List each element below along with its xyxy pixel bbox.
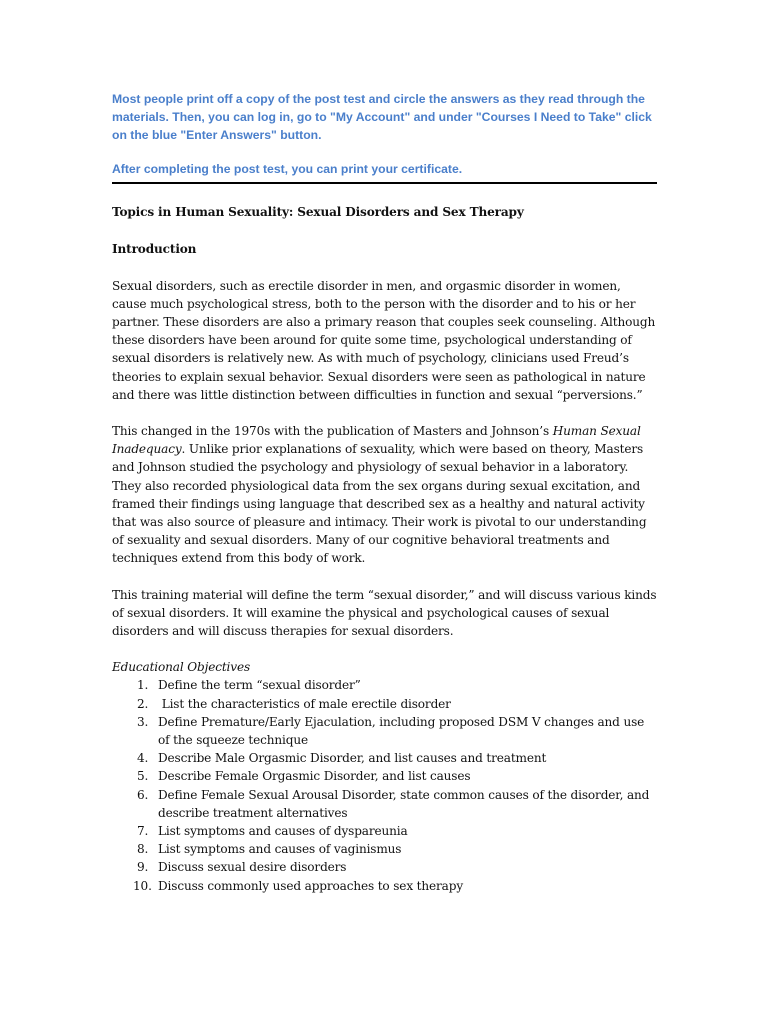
- list-number: 4.: [137, 751, 149, 766]
- list-text: List symptoms and causes of vaginismus: [158, 842, 402, 857]
- list-item: [112, 822, 657, 840]
- list-item: [112, 695, 657, 713]
- list-item: [112, 676, 657, 694]
- introduction-heading: Introduction: [112, 242, 197, 257]
- list-text: Define Premature/Early Ejaculation, including proposed DSM V changes and use of the squeeze technique: [158, 714, 645, 748]
- horizontal-divider: [112, 182, 657, 184]
- list-number: 10.: [133, 878, 152, 893]
- document-page: [112, 91, 657, 895]
- list-item: [112, 749, 657, 767]
- list-number: 6.: [137, 787, 149, 802]
- list-text: Define the term “sexual disorder”: [158, 678, 361, 693]
- list-item: [112, 840, 657, 858]
- list-number: 8.: [137, 842, 149, 857]
- list-item: [112, 767, 657, 785]
- list-item: [112, 858, 657, 876]
- objectives-heading: Educational Objectives: [112, 660, 251, 675]
- list-text: Describe Female Orgasmic Disorder, and list causes: [158, 769, 471, 784]
- list-item: [112, 877, 657, 895]
- body-paragraph: Sexual disorders, such as erectile disorder in men, and orgasmic disorder in women, cause much psychological stress, both to the person with the disorder and to his or her partner. These disorders are also a primary reason that couples seek counseling. Although these disorders have been around for quite some time, psychological understanding of sexual disorders is relatively new. As with much of psychology, clinicians used Freud’s theories to explain sexual behavior. Sexual disorders were seen as pathological in nature and there was little distinction between difficulties in function and sexual “perversions.”: [112, 278, 656, 402]
- document-body: [112, 203, 657, 895]
- list-number: 1.: [137, 678, 149, 693]
- list-number: 2.: [137, 696, 149, 711]
- body-text: This changed in the 1970s with the publication of Masters and Johnson’s: [112, 424, 553, 439]
- list-number: 9.: [137, 860, 149, 875]
- list-number: 7.: [137, 824, 149, 839]
- document-title: Topics in Human Sexuality: Sexual Disorders and Sex Therapy: [112, 205, 524, 220]
- notice-certificate-paragraph: After completing the post test, you can print your certificate.: [112, 162, 463, 177]
- list-item: [112, 713, 657, 749]
- list-text: Describe Male Orgasmic Disorder, and list causes and treatment: [158, 751, 547, 766]
- list-text: Discuss sexual desire disorders: [158, 860, 347, 875]
- objectives-list: [112, 676, 657, 894]
- notice-paragraph: Most people print off a copy of the post test and circle the answers as they read through the materials. Then, you can log in, go to "My Account" and under "Courses I Need to Take" click on the blue "Enter Answers" button.: [112, 92, 652, 142]
- list-number: 5.: [137, 769, 149, 784]
- list-text: List symptoms and causes of dyspareunia: [158, 824, 408, 839]
- list-text: Define Female Sexual Arousal Disorder, state common causes of the disorder, and describe treatment alternatives: [158, 787, 650, 820]
- list-item: [112, 786, 657, 822]
- list-text: Discuss commonly used approaches to sex therapy: [158, 878, 464, 893]
- list-text: List the characteristics of male erectile disorder: [158, 696, 451, 711]
- body-paragraph: [112, 422, 657, 568]
- body-text: . Unlike prior explanations of sexuality, which were based on theory, Masters and Johnson studied the psychology and physiology of sexual behavior in a laboratory. They also recorded physiological data from the sex organs during sexual excitation, and framed their findings using language that described sex as a healthy and natural activity that was also source of pleasure and intimacy. Their work is pivotal to our understanding of sexuality and sexual disorders. Many of our cognitive behavioral treatments and techniques extend from this body of work.: [112, 442, 647, 566]
- book-title: Human Sexual Inadequacy: [112, 424, 641, 457]
- list-number: 3.: [137, 714, 149, 729]
- body-paragraph: This training material will define the term “sexual disorder,” and will discuss various kinds of sexual disorders. It will examine the physical and psychological causes of sexual disorders and will discuss therapies for sexual disorders.: [112, 587, 657, 639]
